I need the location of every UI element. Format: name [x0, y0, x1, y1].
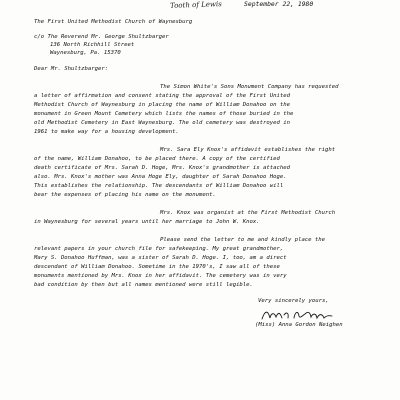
paragraph-line: Mrs. Knox was organist at the First Methodist Church	[160, 210, 336, 216]
paragraph-line: relevant papers in your church file for safekeeping. My great grandmother,	[34, 246, 284, 252]
paragraph-line: Methodist Church of Waynesburg in placing the name of William Donahoo on the	[34, 102, 290, 108]
paragraph-line: This establishes the relationship. The descendants of William Donahoo will	[34, 183, 284, 189]
paragraph-line: Mary S. Donahoo Huffman, was a sister of Sarah D. Hoge. I, too, am a direct	[34, 255, 287, 261]
paragraph-line: a letter of affirmation and consent stating the approval of the First United	[34, 93, 290, 99]
paragraph-line: also. Mrs. Knox's mother was Anna Hoge Ely, daughter of Sarah Donahoo Hoge.	[34, 174, 287, 180]
recipient-line: Waynesburg, Pa. 15370	[50, 50, 121, 56]
paragraph-line: monuments mentioned by Mrs. Knox in her affidavit. The cemetery was in very	[34, 273, 287, 279]
paragraph-line: Please send the letter to me and kindly place the	[160, 237, 326, 243]
recipient-line: c/o The Reverend Mr. George Shultzbarger	[34, 34, 169, 40]
paragraph-line: death certificate of Mrs. Sarah D. Hoge, Mrs. Knox's grandmother is attached	[34, 165, 290, 171]
paragraph-line: of the name, William Donahoo, to be placed there. A copy of the certified	[34, 156, 280, 162]
paragraph-line: 1961 to make way for a housing development.	[34, 129, 179, 135]
paragraph-line: Mrs. Sara Ely Knox's affidavit establishes the right	[160, 147, 336, 153]
paragraph-line: descendant of William Donahoo. Sometime in the 1970's, I saw all of these	[34, 264, 280, 270]
paragraph-line: old Methodist Cemetery in East Waynesburg. The old cemetery was destroyed in	[34, 120, 290, 126]
paragraph-line: bad condition by then but all names mentioned were still legible.	[34, 282, 253, 288]
letter-date: September 22, 1980	[244, 0, 314, 8]
salutation: Dear Mr. Shultzbarger:	[34, 66, 109, 72]
handwritten-note: Tooth of Lewis	[169, 0, 222, 10]
typed-name: (Miss) Anna Gordon Neighen	[255, 322, 343, 328]
paragraph-line: bear the expenses of placing his name on the monument.	[34, 192, 216, 198]
recipient-line: 136 North Richhill Street	[50, 42, 135, 48]
closing: Very sincerely yours,	[258, 298, 329, 304]
recipient-line: The First United Methodist Church of Waynesburg	[34, 19, 193, 25]
paragraph-line: in Waynesburg for several years until her marriage to John W. Knox.	[34, 219, 260, 225]
paragraph-line: monument in Green Mount Cemetery which lists the names of those buried in the	[34, 111, 294, 117]
paragraph-line: The Simon White's Sons Monument Company has requested	[160, 84, 339, 90]
